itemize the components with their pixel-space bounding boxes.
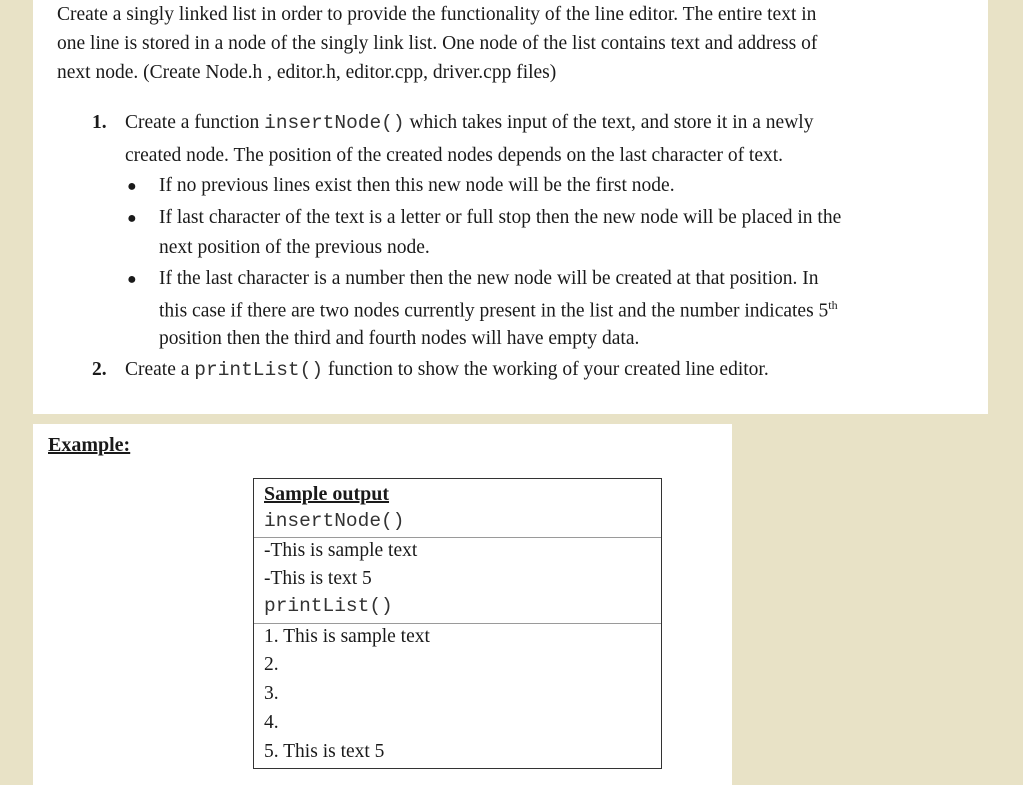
bullet-icon: ● [127,271,137,288]
row-divider [254,537,661,538]
intro-line-3: next node. (Create Node.h , editor.h, editor.cpp, driver.cpp files) [57,62,557,83]
example-heading: Example: [48,434,131,456]
task-2-number: 2. [92,359,107,380]
sample-row-input-2: -This is text 5 [264,568,372,589]
bullet-2-line-2: next position of the previous node. [159,237,430,258]
sample-row-input-1: -This is sample text [264,540,418,561]
intro-line-1: Create a singly linked list in order to provide the functionality of the line editor. The entire text in [57,4,817,25]
sample-row-output-3: 3. [264,683,279,704]
sample-output-title: Sample output [264,483,390,505]
sample-row-printlist: printList() [264,595,393,617]
bullet-3-line-2-text: this case if there are two nodes currently present in the list and the number indicates 5 [159,300,829,322]
bullet-3-line-3: position then the third and fourth nodes will have empty data. [159,328,640,349]
bullet-2-line-1: If last character of the text is a letter or full stop then the new node will be placed in the [159,207,842,228]
bullet-1-line-1: If no previous lines exist then this new node will be the first node. [159,175,675,196]
sample-row-output-5: 5. This is text 5 [264,741,385,762]
sample-row-insertnode: insertNode() [264,510,405,532]
insertnode-code: insertNode() [264,112,405,134]
task-2-prefix: Create a [125,359,195,380]
bullet-3-line-1: If the last character is a number then the new node will be created at that position. In [159,268,819,289]
ordinal-suffix: th [828,298,838,312]
task-2-line [125,359,769,381]
sample-row-output-2: 2. [264,654,279,675]
sample-row-output-1: 1. This is sample text [264,626,430,647]
task-1-line-1 [125,112,813,134]
task-1-line-2: created node. The position of the created nodes depends on the last character of text. [125,145,784,166]
task-2-suffix: function to show the working of your created line editor. [323,359,769,380]
sample-output-box [253,478,662,769]
intro-line-2: one line is stored in a node of the singly link list. One node of the list contains text and address of [57,33,818,54]
bullet-icon: ● [127,210,137,227]
row-divider [254,623,661,624]
bullet-3-line-2 [159,298,838,323]
sample-row-output-4: 4. [264,712,279,733]
bullet-icon: ● [127,178,137,195]
printlist-code: printList() [194,359,324,381]
task-1-prefix: Create a function [125,112,265,133]
task-1-suffix: which takes input of the text, and store it in a newly [404,112,814,133]
task-1-number: 1. [92,112,107,133]
